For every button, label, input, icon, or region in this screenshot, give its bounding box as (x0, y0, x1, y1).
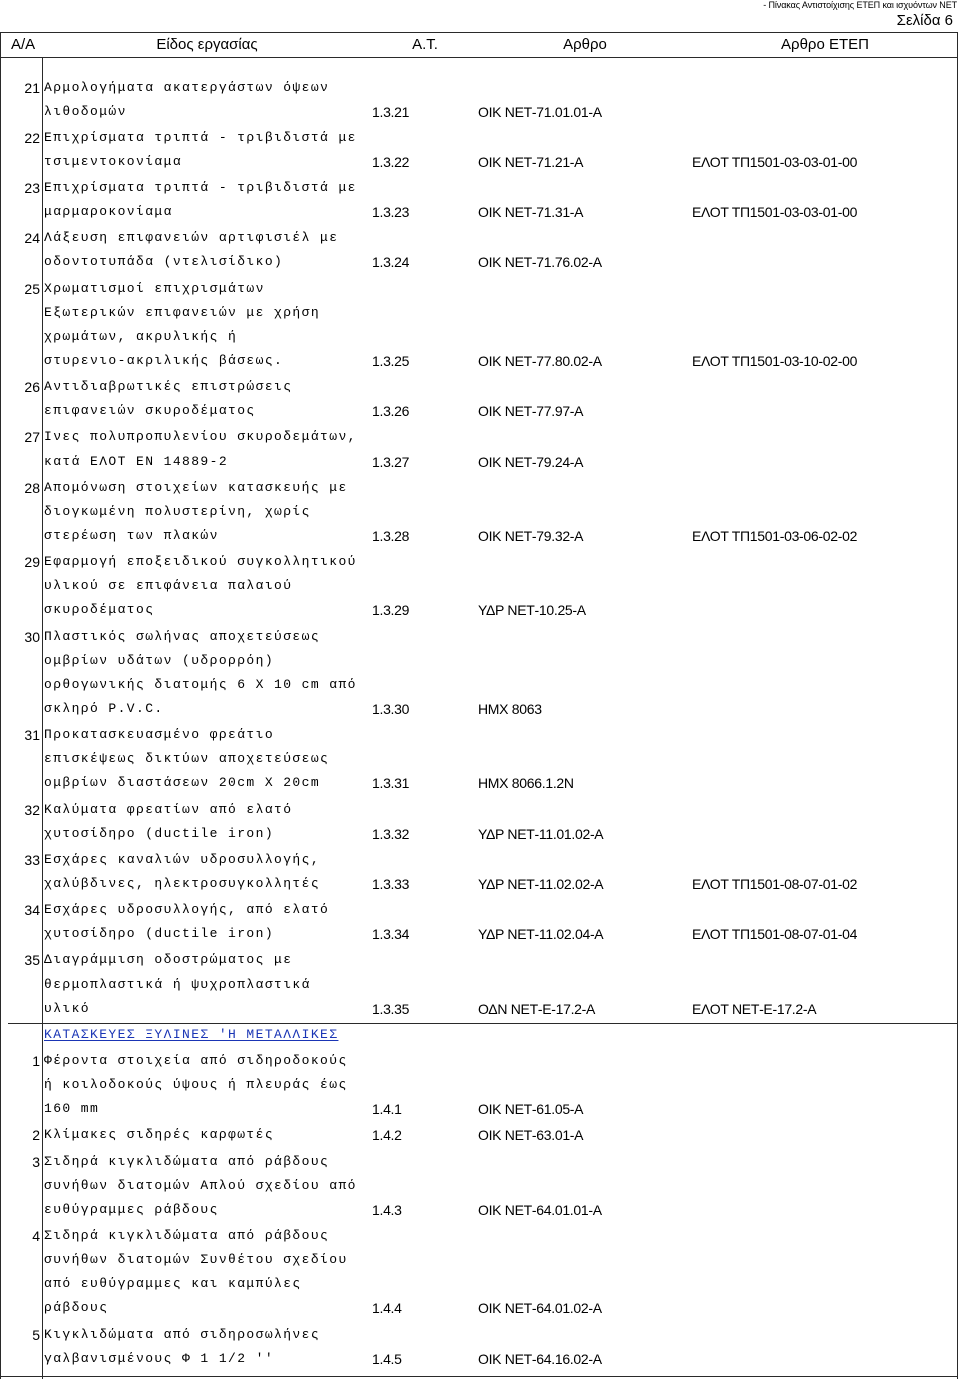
at-code: 1.4.1 (372, 1101, 402, 1118)
row-number: 31 (24, 727, 40, 744)
table-row (0, 126, 958, 174)
etep-article-code: ΕΛΟΤ ΤΠ1501-08-07-01-04 (692, 926, 858, 943)
work-description (42, 798, 372, 846)
table-row (0, 1049, 958, 1121)
work-description-line: χυτοσίδηρο (ductile iron) (44, 926, 275, 942)
etep-article-code: ΕΛΟΤ ΝΕΤ-Ε-17.2-Α (692, 1000, 817, 1017)
article-code: ΟΙΚ ΝΕΤ-64.16.02-Α (478, 1350, 602, 1367)
work-description-line: στερέωση των πλακών (44, 528, 219, 544)
work-description-line: από ευθύγραμμες και καμπύλες (44, 1276, 302, 1292)
column-header-index: Α/Α (11, 36, 36, 53)
work-description-line: στυρενιο-ακριλικής βάσεως. (44, 353, 284, 369)
table-border-right (957, 32, 958, 1379)
table-border-bottom (0, 1376, 958, 1377)
column-header-at: Α.Τ. (412, 36, 438, 53)
work-description-line: Επιχρίσματα τριπτά - τριβιδιστά με (44, 129, 357, 145)
table-row (0, 1323, 958, 1371)
table-row (0, 476, 958, 548)
etep-article-code: ΕΛΟΤ ΤΠ1501-03-06-02-02 (692, 528, 858, 545)
at-code: 1.4.2 (372, 1127, 402, 1144)
work-description-line: Εξωτερικών επιφανειών με χρήση (44, 304, 321, 320)
table-row (0, 723, 958, 795)
article-code: ΟΙΚ ΝΕΤ-71.76.02-Α (478, 254, 602, 271)
work-description-line: Επιχρίσματα τριπτά - τριβιδιστά με (44, 180, 357, 196)
column-header-etep-article: Αρθρο ΕΤΕΠ (781, 36, 869, 53)
table-row (0, 848, 958, 896)
table-header (0, 32, 958, 58)
work-description-line: Προκατασκευασμένο φρεάτιο (44, 727, 275, 743)
work-description-line: Φέροντα στοιχεία από σιδηροδοκούς (44, 1052, 348, 1068)
etep-article-code: ΕΛΟΤ ΤΠ1501-03-03-01-00 (692, 204, 858, 221)
row-number: 22 (24, 129, 40, 146)
table-row (0, 277, 958, 374)
work-description-line: Λάξευση επιφανειών αρτιφισιέλ με (44, 230, 339, 246)
work-description (42, 550, 372, 622)
work-description (42, 476, 372, 548)
work-description (42, 126, 372, 174)
at-code: 1.3.30 (372, 701, 410, 717)
work-description-line: επισκέψεως δικτύων αποχετεύσεως (44, 751, 330, 767)
article-code: ΟΙΚ ΝΕΤ-64.01.01-Α (478, 1201, 602, 1218)
work-description (42, 1049, 372, 1121)
at-code: 1.3.21 (372, 103, 410, 120)
work-description-line: Εσχάρες καναλιών υδροσυλλογής, (44, 851, 321, 867)
article-code: ΗΜΧ 8066.1.2Ν (478, 775, 574, 792)
work-description (42, 76, 372, 124)
row-number: 5 (32, 1326, 40, 1343)
work-description-line: Εφαρμογή εποξειδικού συγκολλητικού (44, 554, 357, 570)
row-number: 2 (32, 1127, 40, 1144)
row-number: 4 (32, 1227, 40, 1244)
table-row (0, 1123, 958, 1147)
at-code: 1.3.32 (372, 825, 410, 842)
work-description-line: ράβδους (44, 1300, 109, 1316)
section-heading-cell (42, 1023, 372, 1047)
article-code: ΟΙΚ ΝΕΤ-61.05-Α (478, 1101, 584, 1118)
etep-article-code: ΕΛΟΤ ΤΠ1501-03-03-01-00 (692, 153, 858, 170)
work-description-line: συνήθων διατομών Συνθέτου σχεδίου (44, 1252, 348, 1268)
at-code: 1.3.31 (372, 775, 410, 792)
work-description (42, 425, 372, 473)
at-code: 1.3.24 (372, 254, 410, 271)
article-code: ΟΙΚ ΝΕΤ-71.21-Α (478, 153, 584, 170)
row-number: 34 (24, 902, 40, 919)
work-description-line: επιφανειών σκυροδέματος (44, 403, 256, 419)
at-code: 1.3.33 (372, 875, 410, 892)
article-code: ΟΙΚ ΝΕΤ-71.01.01-Α (478, 103, 602, 120)
work-description-line: μαρμαροκονίαμα (44, 204, 173, 220)
at-code: 1.4.3 (372, 1201, 402, 1218)
row-number: 25 (24, 280, 40, 297)
work-description (42, 898, 372, 946)
at-code: 1.3.23 (372, 204, 410, 221)
article-code: ΟΙΚ ΝΕΤ-79.32-Α (478, 528, 584, 545)
article-code: ΟΙΚ ΝΕΤ-77.97-Α (478, 403, 584, 420)
at-code: 1.3.28 (372, 528, 410, 545)
work-description-line: Κλίμακες σιδηρές καρφωτές (44, 1127, 275, 1143)
at-code: 1.3.22 (372, 153, 410, 170)
work-description-line: Αρμολογήματα ακατεργάστων όψεων (44, 79, 330, 95)
work-description-line: διογκωμένη πολυστερίνη, χωρίς (44, 503, 311, 519)
work-description-line: κατά ΕΛΟΤ ΕΝ 14889-2 (44, 453, 229, 469)
article-code: ΟΔΝ ΝΕΤ-Ε-17.2-Α (478, 1000, 596, 1017)
page-number: Σελίδα 6 (896, 12, 953, 29)
work-description-line: Κιγκλιδώματα από σιδηροσωλήνες (44, 1326, 321, 1342)
work-description-line: λιθοδομών (44, 103, 127, 119)
work-description (42, 1323, 372, 1371)
row-number: 35 (24, 952, 40, 969)
work-description (42, 1123, 372, 1147)
row-number: 26 (24, 379, 40, 396)
table-row (0, 798, 958, 846)
table-row (0, 176, 958, 224)
work-description-line: ή κοιλοδοκούς ύψους ή πλευράς έως (44, 1077, 348, 1093)
work-description-line: Καλύματα φρεατίων από ελατό (44, 801, 293, 817)
article-code: ΥΔΡ ΝΕΤ-11.01.02-Α (478, 825, 604, 842)
table-row (0, 625, 958, 722)
article-code: ΟΙΚ ΝΕΤ-77.80.02-Α (478, 353, 602, 370)
table-row (0, 1224, 958, 1321)
article-code: ΥΔΡ ΝΕΤ-11.02.02-Α (478, 875, 604, 892)
work-description-line: Σιδηρά κιγκλιδώματα από ράβδους (44, 1227, 330, 1243)
work-description-line: ομβρίων διαστάσεων 20cm X 20cm (44, 775, 321, 791)
article-code: ΟΙΚ ΝΕΤ-63.01-Α (478, 1127, 584, 1144)
row-number: 24 (24, 230, 40, 247)
work-description-line: χυτοσίδηρο (ductile iron) (44, 825, 275, 841)
table-body (0, 76, 958, 1373)
article-code: ΟΙΚ ΝΕΤ-64.01.02-Α (478, 1300, 602, 1317)
at-code: 1.3.27 (372, 453, 410, 470)
at-code: 1.4.4 (372, 1300, 402, 1317)
work-description-line: ομβρίων υδάτων (υδρορρόη) (44, 652, 275, 668)
work-description-line: συνήθων διατομών Απλού σχεδίου από (44, 1177, 357, 1193)
section-heading-row (0, 1023, 958, 1047)
article-code: ΥΔΡ ΝΕΤ-11.02.04-Α (478, 926, 604, 943)
work-description (42, 723, 372, 795)
work-description (42, 226, 372, 274)
at-code: 1.3.34 (372, 926, 410, 943)
table-border-left (0, 32, 1, 1379)
work-description-line: Αντιδιαβρωτικές επιστρώσεις (44, 379, 293, 395)
article-code: ΥΔΡ ΝΕΤ-10.25-Α (478, 602, 586, 619)
work-description-line: Πλαστικός σωλήνας αποχετεύσεως (44, 628, 321, 644)
article-code: ΗΜΧ 8063 (478, 701, 542, 717)
work-description-line: Χρωματισμοί επιχρισμάτων (44, 280, 265, 296)
at-code: 1.3.29 (372, 602, 410, 619)
work-description-line: σκυροδέματος (44, 602, 155, 618)
work-description-line: γαλβανισμένους Φ 1 1/2 '' (44, 1350, 275, 1366)
row-number: 33 (24, 851, 40, 868)
work-description-line: Σιδηρά κιγκλιδώματα από ράβδους (44, 1153, 330, 1169)
work-description-line: σκληρό P.V.C. (44, 701, 164, 717)
table-row (0, 948, 958, 1020)
row-number: 28 (24, 479, 40, 496)
work-description-line: θερμοπλαστικά ή ψυχροπλαστικά (44, 976, 311, 992)
table-row (0, 76, 958, 124)
work-description (42, 1224, 372, 1321)
row-number: 27 (24, 429, 40, 446)
work-description (42, 176, 372, 224)
work-description-line: οδοντοτυπάδα (ντελισίδικο) (44, 254, 284, 270)
work-description (42, 375, 372, 423)
table-row (0, 898, 958, 946)
row-number: 3 (32, 1153, 40, 1170)
work-description-line: Ινες πολυπροπυλενίου σκυροδεμάτων, (44, 429, 357, 445)
at-code: 1.3.26 (372, 403, 410, 420)
table-row (0, 375, 958, 423)
table-row (0, 226, 958, 274)
at-code: 1.3.25 (372, 353, 410, 370)
work-description-line: 160 mm (44, 1101, 100, 1117)
work-description (42, 1150, 372, 1222)
work-description-line: Εσχάρες υδροσυλλογής, από ελατό (44, 902, 330, 918)
article-code: ΟΙΚ ΝΕΤ-71.31-Α (478, 204, 584, 221)
row-number: 30 (24, 628, 40, 645)
at-code: 1.4.5 (372, 1350, 402, 1367)
work-description (42, 948, 372, 1020)
work-description-line: υλικού σε επιφάνεια παλαιού (44, 578, 293, 594)
document-title: - Πίνακας Αντιστοίχισης ΕΤΕΠ και ισχυόντων ΝΕΤ (763, 0, 957, 10)
work-description (42, 277, 372, 374)
table-row (0, 425, 958, 473)
at-code: 1.3.35 (372, 1000, 410, 1017)
article-code: ΟΙΚ ΝΕΤ-79.24-Α (478, 453, 584, 470)
work-description-line: ορθογωνικής διατομής 6 X 10 cm από (44, 676, 357, 692)
work-description-line: χρωμάτων, ακρυλικής ή (44, 328, 238, 344)
row-number: 23 (24, 180, 40, 197)
row-number: 32 (24, 801, 40, 818)
section-heading: ΚΑΤΑΣΚΕΥΕΣ ΞΥΛΙΝΕΣ 'Η ΜΕΤΑΛΛΙΚΕΣ (44, 1026, 339, 1042)
work-description-line: τσιμεντοκονίαμα (44, 153, 183, 169)
work-description (42, 625, 372, 722)
work-description-line: Απομόνωση στοιχείων κατασκευής με (44, 479, 348, 495)
work-description-line: χαλύβδινες, ηλεκτροσυγκολλητές (44, 876, 321, 891)
column-header-article: Αρθρο (563, 36, 607, 53)
column-header-work-type: Είδος εργασίας (156, 36, 258, 53)
column-divider (42, 58, 43, 1379)
etep-article-code: ΕΛΟΤ ΤΠ1501-08-07-01-02 (692, 875, 858, 892)
etep-article-code: ΕΛΟΤ ΤΠ1501-03-10-02-00 (692, 353, 858, 370)
work-description (42, 848, 372, 896)
row-number: 21 (24, 79, 40, 96)
row-number: 1 (32, 1052, 40, 1069)
work-description-line: ευθύγραμμες ράβδους (44, 1201, 219, 1217)
work-description-line: Διαγράμμιση οδοστρώματος με (44, 952, 293, 968)
table-row (0, 1150, 958, 1222)
table-row (0, 550, 958, 622)
work-description-line: υλικό (44, 1000, 91, 1016)
row-number: 29 (24, 554, 40, 571)
